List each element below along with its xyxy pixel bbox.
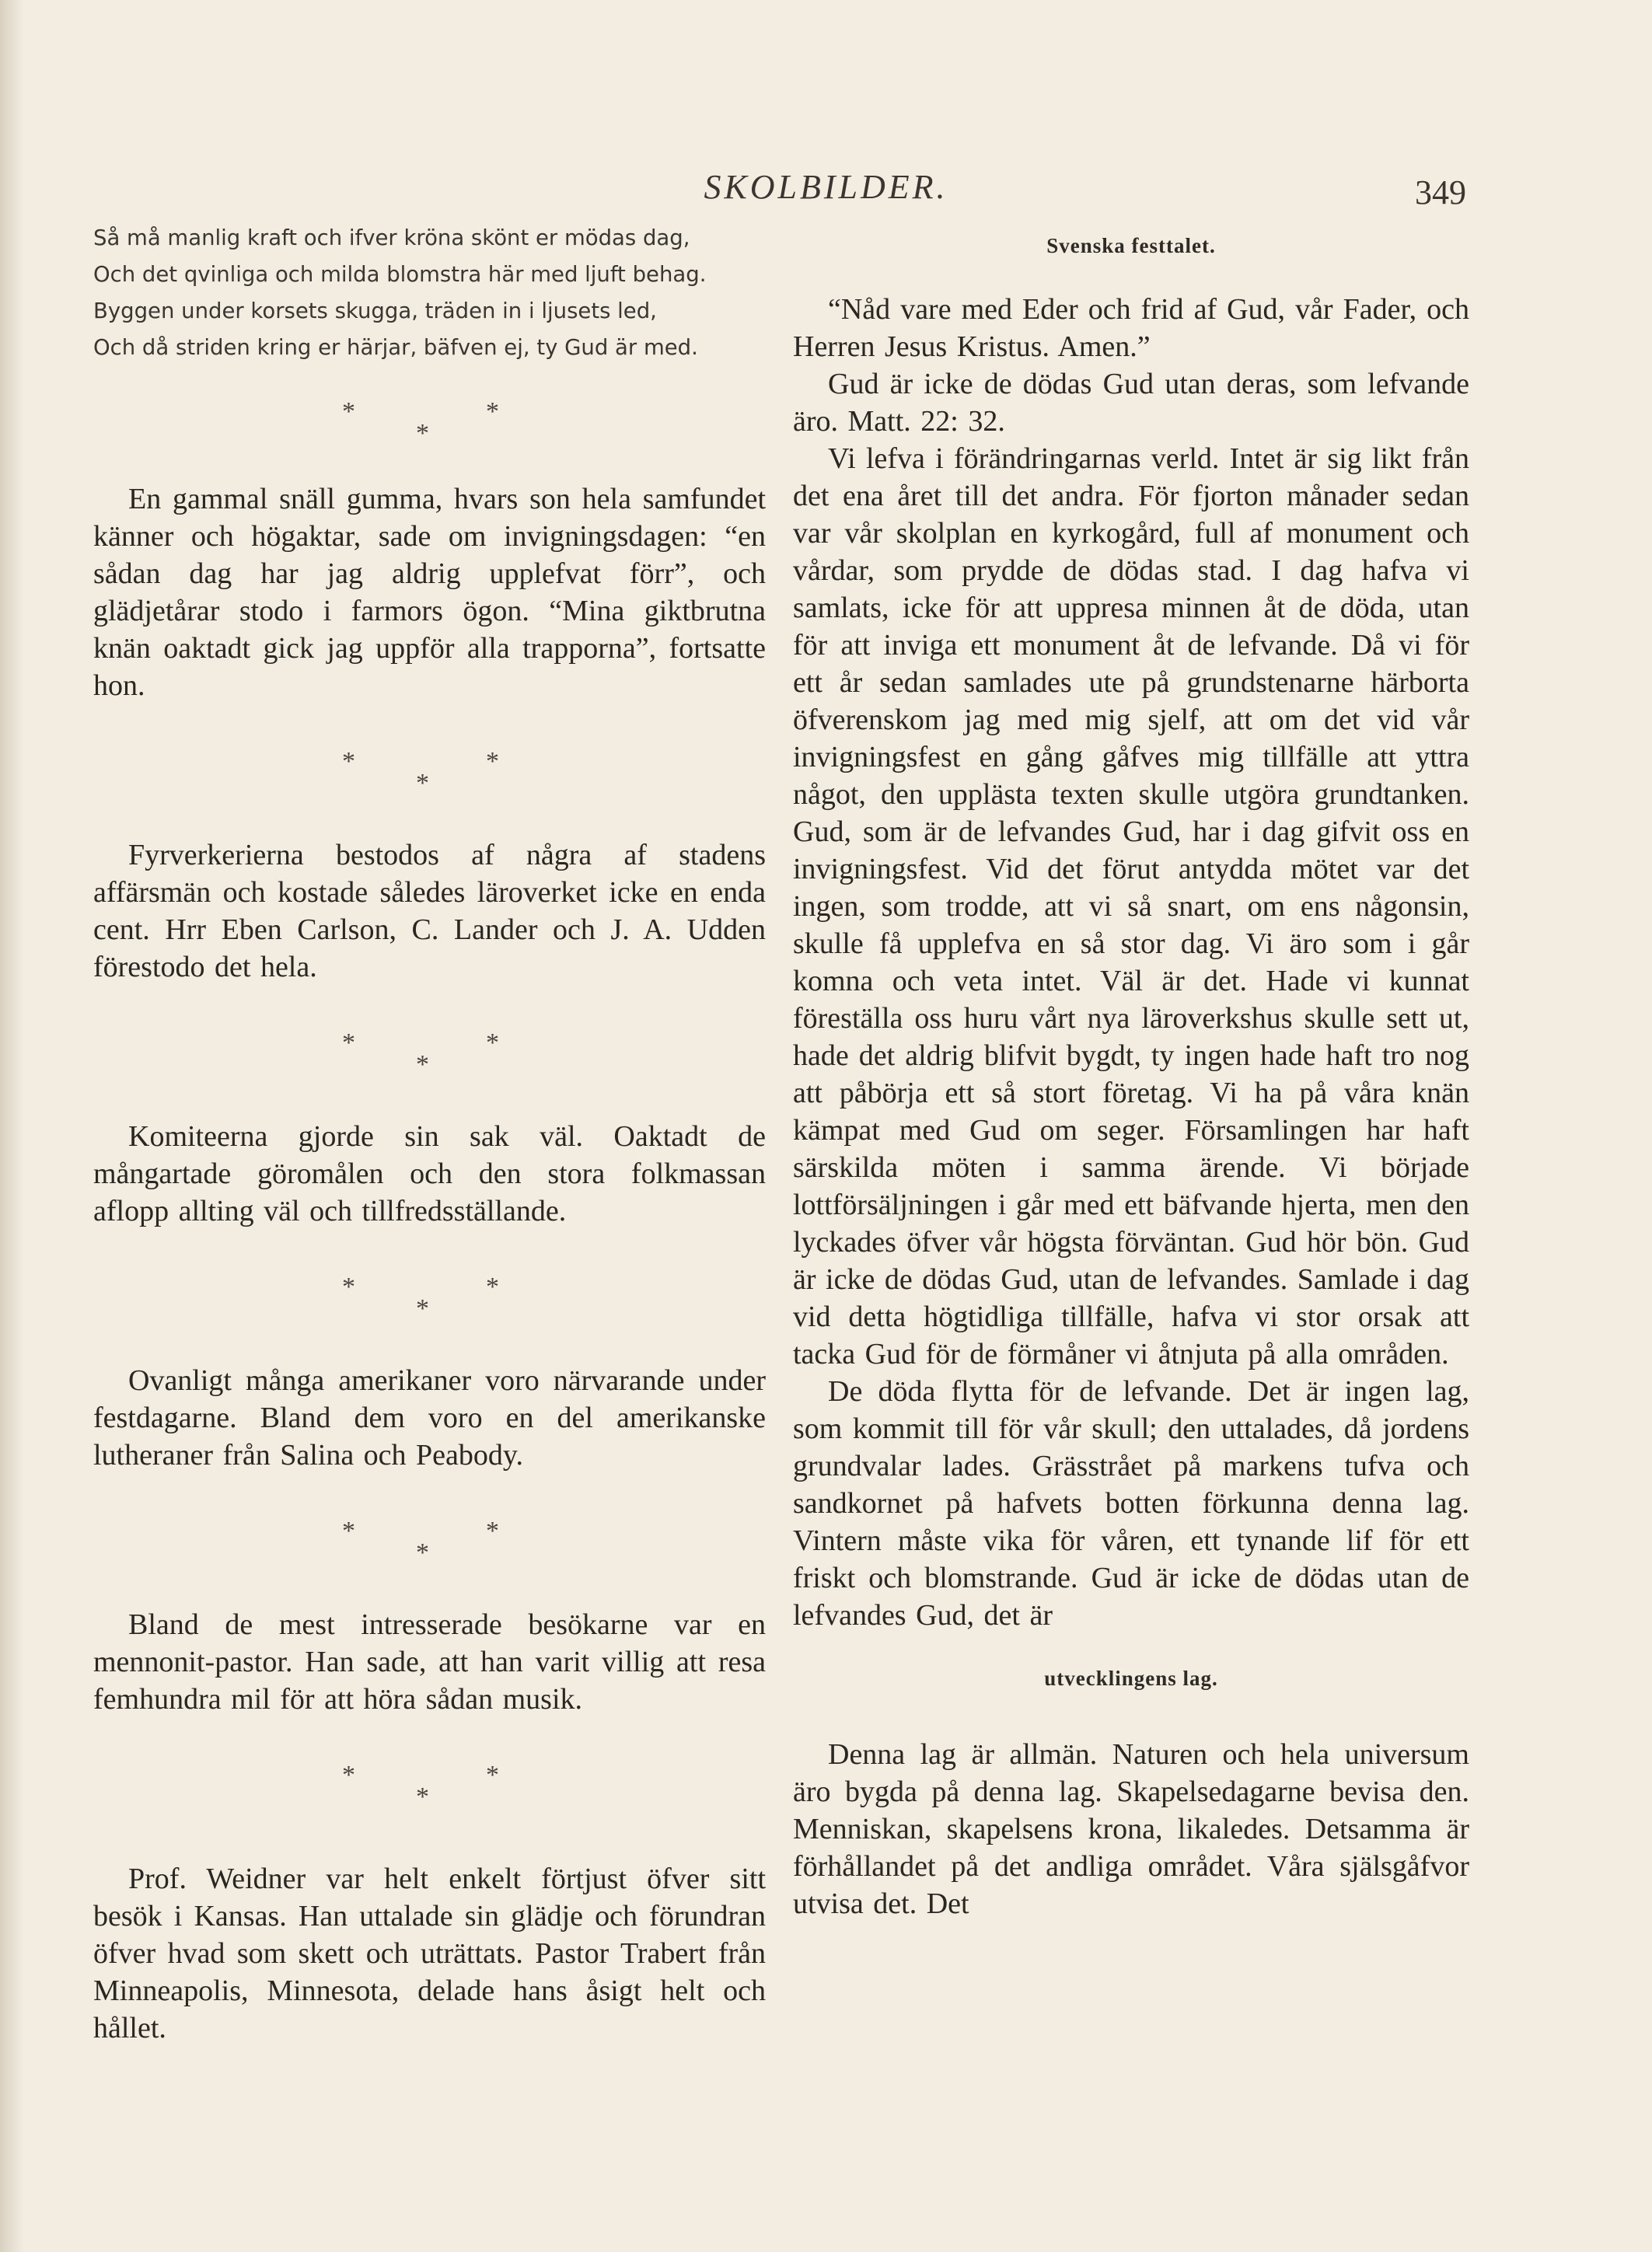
speech-heading: Svenska festtalet. — [1046, 234, 1216, 257]
page-number: 349 — [1415, 173, 1466, 211]
poem-stanza — [93, 220, 766, 366]
section-separator: * * * — [342, 747, 499, 798]
paragraph-changes: Vi lefva i förändringarnas verld. Intet är sig likt från det ena året till det andra. För fjorton månader sedan var vår skolplan en kyrkogård, full af monument och vårdar, som prydde de dödas stad. I dag hafva vi samlats, icke för att uppresa minnen åt de döda, utan för att inviga ett monument åt de lefvande. Då vi för ett år sedan samlades ute på grundstenarne härborta öfverenskom jag med mig sjelf, att om det vid vår invigningsfest en gång gåfves mig tillfälle att yttra något, den upplästa texten skulle utgöra grundtanken. Gud, som är de lefvandes Gud, har i dag gifvit oss en invigningsfest. Vid det förut antydda mötet var det ingen, som trodde, att vi så snart, om ens någonsin, skulle få upplefva en så stor dag. Vi äro som i går komna och veta intet. Väl är det. Hade vi kunnat föreställa oss huru vårt nya läroverkshus skulle sett ut, hade det aldrig blifvit bygdt, ty ingen hade haft tro nog att påbörja ett så stort företag. Vi ha på våra knän kämpat med Gud om seger. Församlingen har haft särskilda möten i samma ärende. Vi började lottförsäljningen i går med ett bäfvande hjerta, men den lyckades öfver vår högsta förväntan. Gud hör bön. Gud är icke de dödas Gud, utan de lefvandes. Samlade i dag vid detta högtidliga tillfälle, hafva vi stor orsak att tacka Gud för de förmåner vi åtnjuta på alla områden. — [793, 442, 1469, 1370]
paragraph-committees: Komiteerna gjorde sin sak väl. Oaktadt de mångartade göromålen och den stora folkmassan aflopp allting väl och tillfredsställande. — [93, 1120, 766, 1227]
paragraph-text-verse: Gud är icke de dödas Gud utan deras, som lefvande äro. Matt. 22: 32. — [793, 368, 1469, 438]
speech-subheading: utvecklingens lag. — [1044, 1667, 1218, 1690]
right-column — [793, 220, 1469, 1922]
section-separator: * * * — [342, 1273, 499, 1323]
paragraph-law: De döda flytta för de lefvande. Det är ingen lag, som kommit till för vår skull; den uttalades, då jordens grundvalar lades. Grässtrået på markens tufva och sandkornet på hafvets botten förkunna denna lag. Vintern måste vika för våren, ett tynande lif för ett friskt och blomstrande. Gud är icke de dödas utan de lefvandes Gud, det är — [793, 1375, 1469, 1632]
section-separator: * * * — [342, 1028, 499, 1079]
poem-line: Och det qvinliga och milda blomstra här med ljuft behag. — [93, 262, 707, 287]
poem-line: Byggen under korsets skugga, träden in i ljusets led, — [93, 299, 657, 323]
paragraph-greeting: “Nåd vare med Eder och frid af Gud, vår Fader, och Herren Jesus Kristus. Amen.” — [793, 293, 1469, 363]
paragraph-universal-law: Denna lag är allmän. Naturen och hela universum äro bygda på denna lag. Skapelsedagarne bevisa den. Menniskan, skapelsens krona, likaledes. Detsamma är förhållandet på det andliga området. Våra själsgåfvor utvisa det. Det — [793, 1738, 1469, 1920]
running-title: SKOLBILDER. — [704, 168, 948, 206]
poem-line: Så må manlig kraft och ifver kröna skönt er mödas dag, — [93, 225, 690, 250]
page-edge — [0, 0, 23, 2252]
section-separator: * * * — [342, 1761, 499, 1811]
section-separator: * * * — [342, 1517, 499, 1567]
poem-line: Och då striden kring er härjar, bäfven ej, ty Gud är med. — [93, 335, 698, 360]
section-separator: * * * — [342, 397, 499, 448]
left-column — [93, 220, 766, 2047]
paragraph-weidner: Prof. Weidner var helt enkelt förtjust öfver sitt besök i Kansas. Han uttalade sin glädje och förundran öfver hvad som skett och uträttats. Pastor Trabert från Minneapolis, Minnesota, delade hans åsigt helt och hållet. — [93, 1863, 766, 2044]
paragraph-old-woman: En gammal snäll gumma, hvars son hela samfundet känner och högaktar, sade om invigningsdagen: “en sådan dag har jag aldrig upplefvat förr”, och glädjetårar stodo i farmors ögon. “Mina giktbrutna knän oaktadt gick jag uppför alla trapporna”, fortsatte hon. — [93, 483, 766, 702]
paragraph-fireworks: Fyrverkerierna bestodos af några af stadens affärsmän och kostade således läroverket icke en enda cent. Hrr Eben Carlson, C. Lander och J. A. Udden förestodo det hela. — [93, 839, 766, 983]
paragraph-mennonite: Bland de mest intresserade besökarne var en mennonit-pastor. Han sade, att han varit villig att resa femhundra mil för att höra sådan musik. — [93, 1608, 766, 1716]
paragraph-americans: Ovanligt många amerikaner voro närvarande under festdagarne. Bland dem voro en del amerikanske lutheraner från Salina och Peabody. — [93, 1364, 766, 1472]
